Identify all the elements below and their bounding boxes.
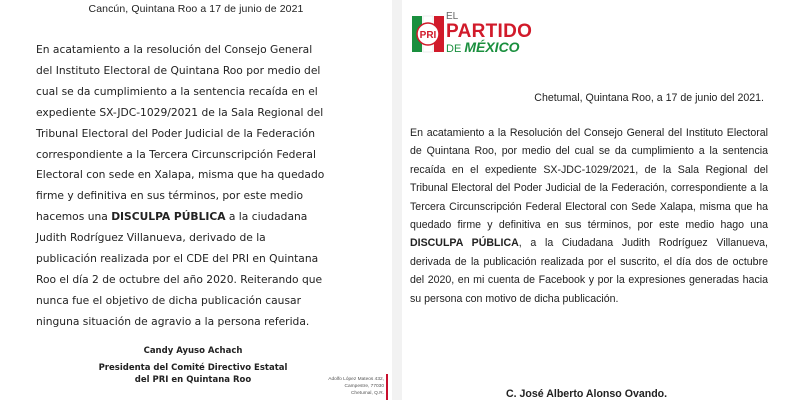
left-date-line: Cancún, Quintana Roo a 17 de junio de 2021 — [88, 3, 304, 15]
right-letter-body — [410, 124, 768, 308]
left-apology-emphasis: DISCULPA PÚBLICA — [111, 210, 226, 224]
address-red-rule — [386, 374, 388, 400]
address-line-1: Adolfo López Mateos 432, — [328, 377, 384, 382]
left-letter-body — [36, 40, 358, 333]
right-signer-name: C. José Alberto Alonso Ovando. — [506, 388, 668, 400]
pri-emblem-text: PRI — [419, 30, 437, 41]
address-line-3: Chetumal, Q.R. — [350, 391, 384, 396]
logo-el-text: EL — [446, 11, 459, 22]
left-signer-role-1: Presidenta del Comité Directivo Estatal — [98, 363, 288, 373]
left-signer-role-2: del PRI en Quintana Roo — [134, 375, 252, 385]
left-body-text-2: a la ciudadana Judith Rodríguez Villanueva, derivado de la publicación realizada por el CDE del PRI en Quintana Roo el día 2 de octubre del año 2020. Reiterando que nunca fue el objetivo de dicha publicación causar ninguna situación de agravio a la persona referida. — [36, 210, 323, 328]
logo-de-text: DE — [446, 43, 462, 55]
right-body-text-1: En acatamiento a la Resolución del Consejo General del Instituto Electoral de Quintana Roo, por medio del cual se da cumplimiento a la sentencia recaída en el expediente SX-JDC-1029/2021, de la Sala Regional del Tribunal Electoral del Poder Judicial de la Federación, correspondiente a la Tercera Circunscripción Federal Electoral con Sede Xalapa, misma que ha quedado firme y definitiva en sus términos, por este medio hago una — [410, 127, 768, 232]
logo-wordmark — [446, 12, 532, 55]
left-body-text-1: En acatamiento a la resolución del Consejo General del Instituto Electoral de Quintana Roo por medio del cual se da cumplimiento a la sentencia recaída en el expediente SX-JDC-1029/2021 de la Sala Regional del Tribunal Electoral del Poder Judicial de la Federación correspondiente a la Tercera Circunscripción Federal Electoral con sede en Xalapa, misma que ha quedado firme y definitiva en sus términos, por este medio hacemos una — [36, 43, 325, 224]
left-signature-block — [88, 346, 298, 386]
right-letter — [402, 0, 800, 400]
pri-logo — [412, 12, 542, 62]
right-date-line: Chetumal, Quintana Roo, a 17 de junio del 2021. — [534, 92, 764, 104]
logo-mexico-text: MÉXICO — [464, 39, 520, 55]
pri-emblem-icon — [412, 12, 444, 56]
logo-partido-text: PARTIDO — [446, 21, 533, 42]
right-body-text-2: , a la Ciudadana Judith Rodríguez Villanueva, derivada de la publicación realizada por el suscrito, el día dos de octubre del 2020, en mi cuenta de Facebook y por la expresiones generadas hacia su persona con motivo de dicha publicación. — [410, 237, 768, 305]
right-apology-emphasis: DISCULPA PÚBLICA — [410, 237, 519, 250]
address-line-2: Campestre, 77030 — [344, 384, 384, 389]
left-letter — [0, 0, 392, 400]
page-gutter — [392, 0, 402, 400]
office-address — [306, 376, 384, 397]
logo-de-mexico — [446, 41, 532, 55]
left-signer-name: Candy Ayuso Achach — [143, 346, 243, 356]
